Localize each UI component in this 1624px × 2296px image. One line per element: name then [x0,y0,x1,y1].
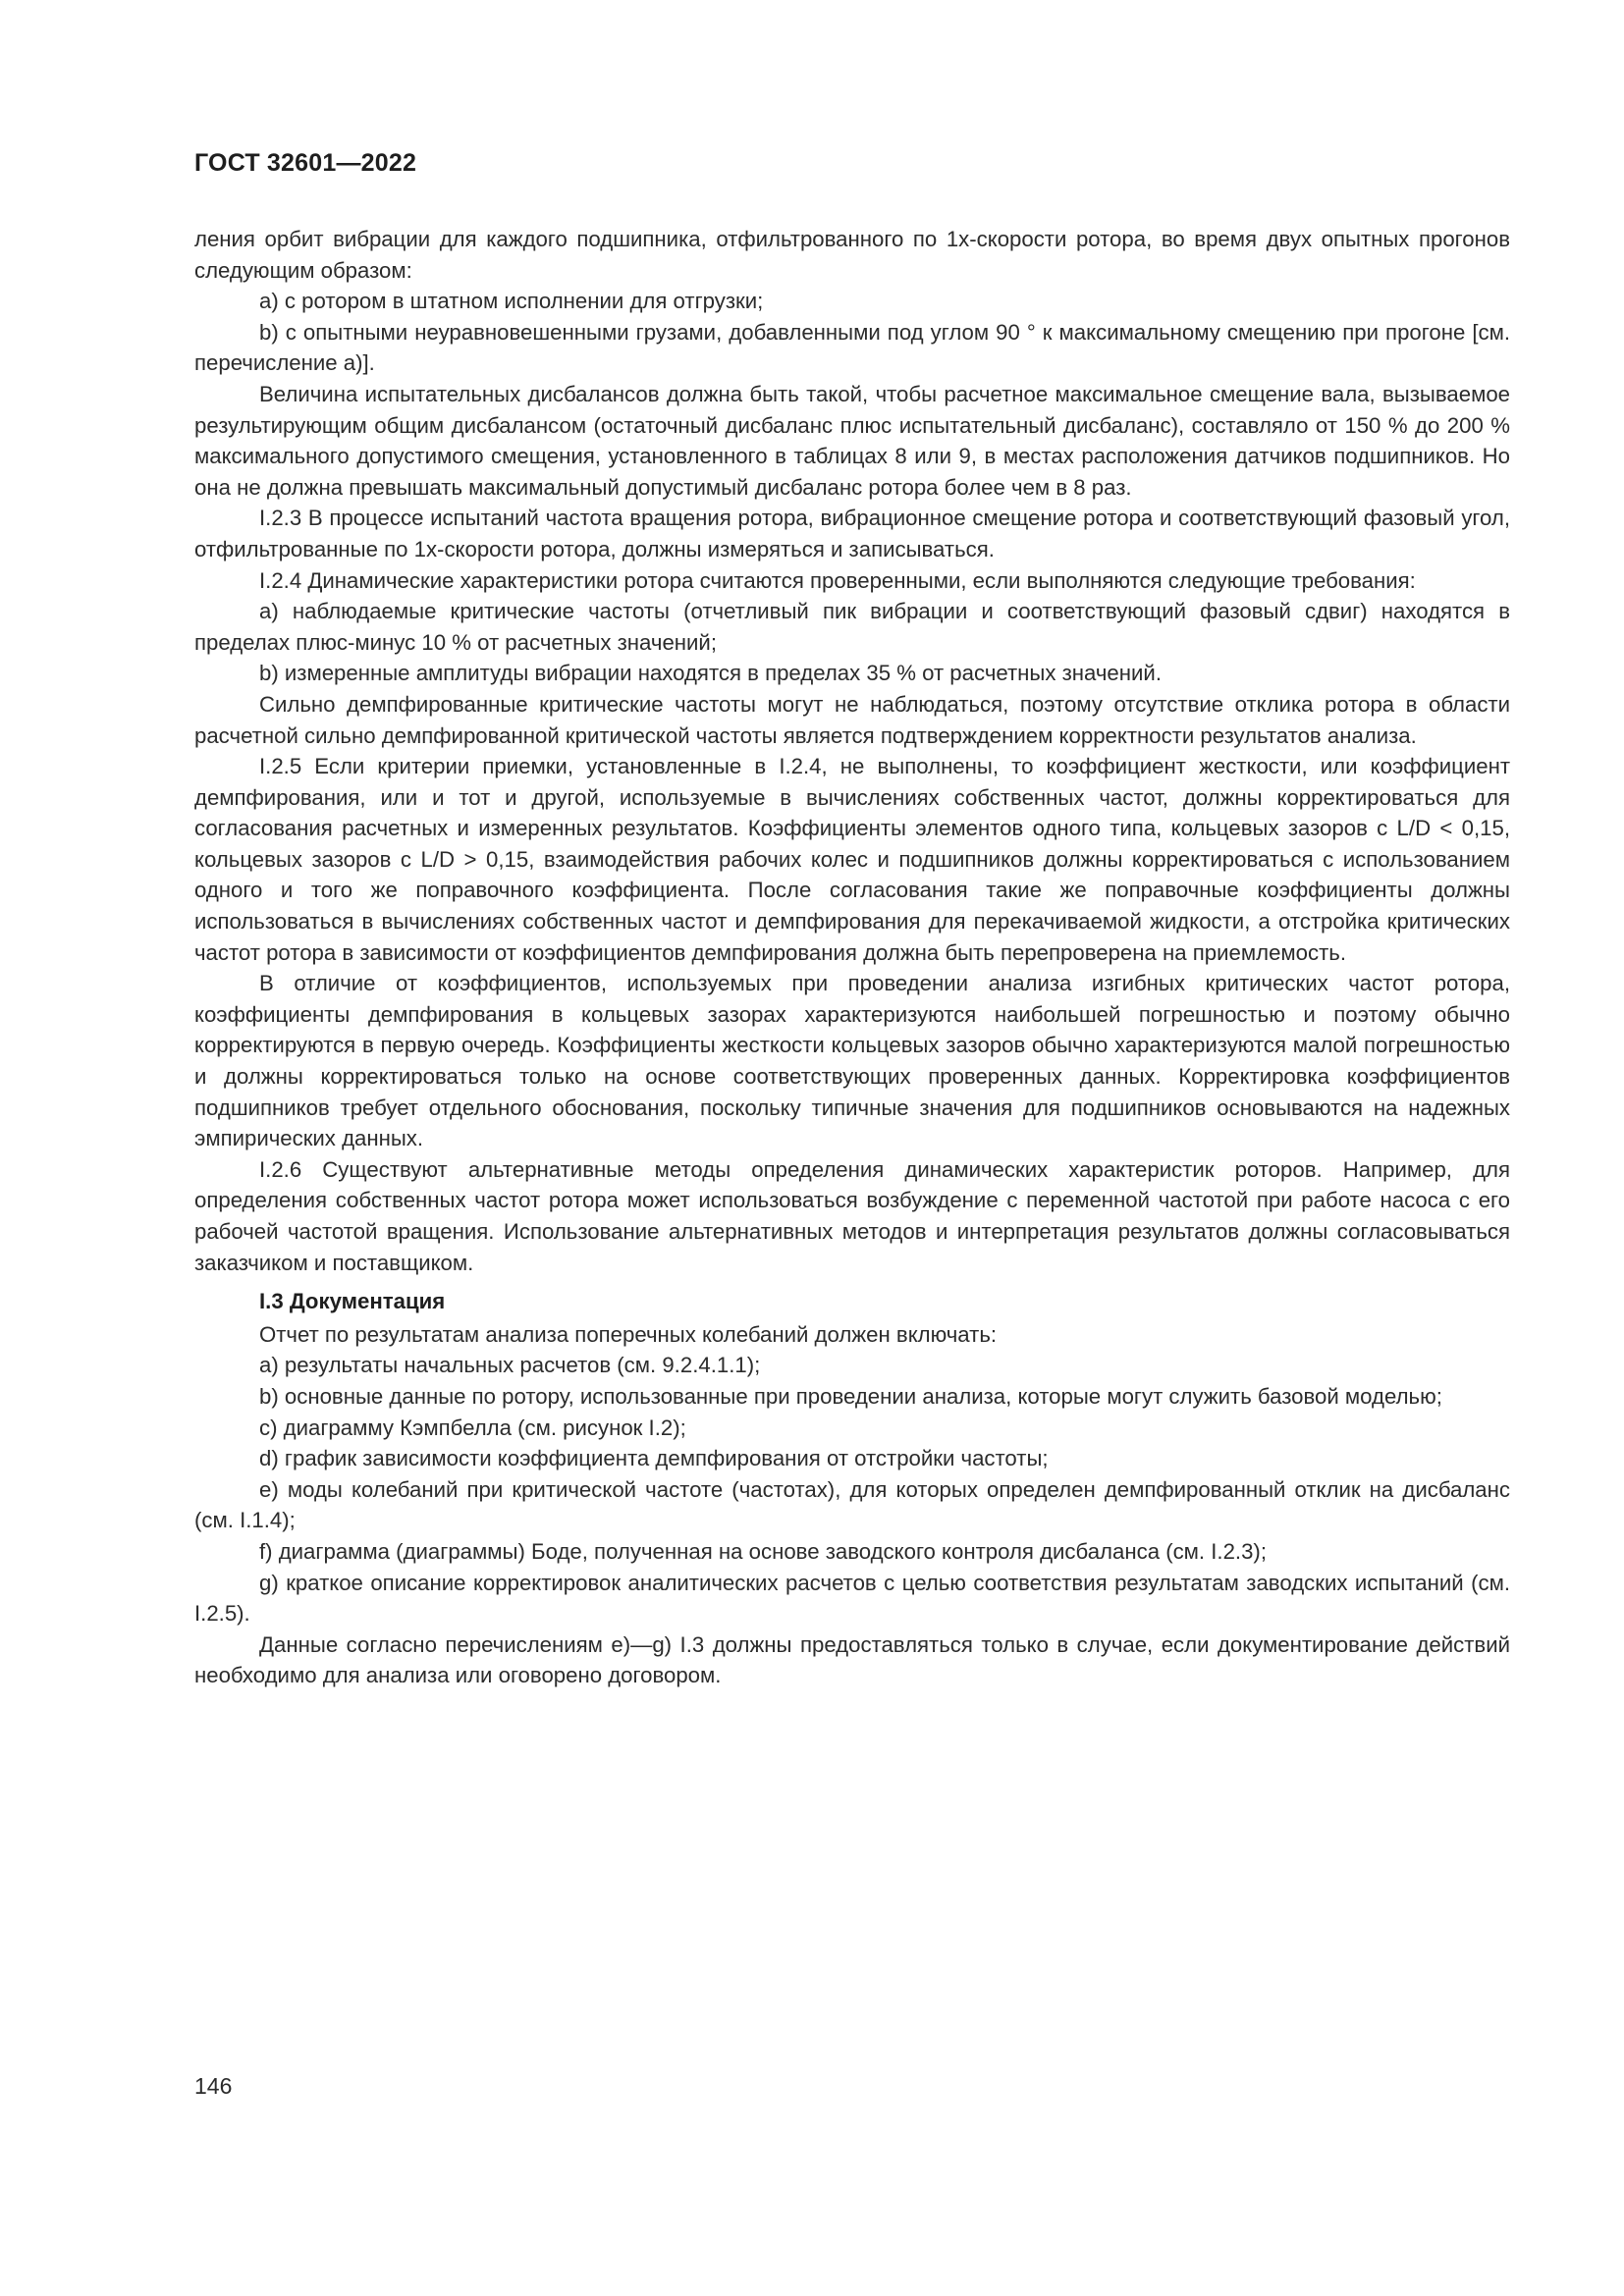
clause-i-2-5: I.2.5 Если критерии приемки, установленные в I.2.4, не выполнены, то коэффициент жесткости, или коэффициент демпфирования, или и тот и другой, используемые в вычислениях собственных частот, должны корректироваться для согласования расчетных и измеренных результатов. Коэффициенты элементов одного типа, кольцевых зазоров с L/D < 0,15, кольцевых зазоров с L/D > 0,15, взаимодействия рабочих колес и подшипников должны корректироваться с использованием одного и того же поправочного коэффициента. После согласования такие же поправочные коэффициенты должны использоваться в вычислениях собственных частот и демпфирования для перекачиваемой жидкости, а отстройка критических частот ротора в зависимости от коэффициентов демпфирования должна быть перепроверена на приемлемость. [194,754,1510,965]
paragraph-coefficients: В отличие от коэффициентов, используемых при проведении анализа изгибных критических частот ротора, коэффициенты демпфирования в кольцевых зазорах характеризуются наибольшей погрешностью и поэтому обычно корректируются в первую очередь. Коэффициенты жесткости кольцевых зазоров обычно характеризуются малой погрешностью и должны корректироваться только на основе соответствующих проверенных данных. Корректировка коэффициентов подшипников требует отдельного обоснования, поскольку типичные значения для подшипников основываются на надежных эмпирических данных. [194,971,1510,1151]
clause-i-2-4: I.2.4 Динамические характеристики ротора считаются проверенными, если выполняются следующие требования: [259,567,1416,593]
list-item-a: a) наблюдаемые критические частоты (отчетливый пик вибрации и соответствующий фазовый сдвиг) находятся в пределах плюс-минус 10 % от расчетных значений; [194,599,1510,655]
documentation-intro: Отчет по результатам анализа поперечных колебаний должен включать: [259,1321,998,1347]
list-item-b: b) с опытными неуравновешенными грузами, добавленными под углом 90 ° к максимальному смещению при прогоне [см. перечисление a)]. [194,319,1510,376]
documentation-item-f: f) диаграмма (диаграммы) Боде, полученная на основе заводского контроля дисбаланса (см. I.2.3); [259,1538,1267,1564]
documentation-item-b: b) основные данные по ротору, использованные при проведении анализа, которые могут служить базовой моделью; [259,1383,1442,1409]
documentation-item-a: a) результаты начальных расчетов (см. 9.2.4.1.1); [259,1353,761,1378]
page-number: 146 [194,2073,233,2099]
documentation-note: Данные согласно перечислениям e)—g) I.3 должны предоставляться только в случае, если документирование действий необходимо для анализа или оговорено договором. [194,1631,1510,1688]
section-heading-documentation: I.3 Документация [259,1289,446,1314]
documentation-item-e: e) моды колебаний при критической частоте (частотах), для которых определен демпфированный отклик на дисбаланс (см. I.1.4); [194,1476,1510,1533]
list-item-a: a) с ротором в штатном исполнении для отгрузки; [259,289,764,314]
paragraph-continuation: ления орбит вибрации для каждого подшипника, отфильтрованного по 1x-скорости ротора, во время двух опытных прогонов следующим образом: [194,227,1510,283]
document-body [194,224,1510,1691]
document-number-header: ГОСТ 32601—2022 [194,149,417,177]
documentation-item-c: c) диаграмму Кэмпбелла (см. рисунок I.2); [259,1415,686,1440]
documentation-item-g: g) краткое описание корректировок аналитических расчетов с целью соответствия результатам заводских испытаний (см. I.2.5). [194,1570,1510,1627]
clause-i-2-3: I.2.3 В процессе испытаний частота вращения ротора, вибрационное смещение ротора и соответствующий фазовый угол, отфильтрованные по 1x-скорости ротора, должны измеряться и записываться. [194,506,1510,561]
list-item-b: b) измеренные амплитуды вибрации находятся в пределах 35 % от расчетных значений. [259,661,1162,686]
documentation-item-d: d) график зависимости коэффициента демпфирования от отстройки частоты; [259,1446,1049,1471]
clause-i-2-6: I.2.6 Существуют альтернативные методы определения динамических характеристик роторов. Например, для определения собственных частот ротора может использоваться возбуждение с переменной частотой при работе насоса с его рабочей частотой вращения. Использование альтернативных методов и интерпретация результатов должны согласовываться заказчиком и поставщиком. [194,1156,1510,1275]
paragraph-test-unbalance: Величина испытательных дисбалансов должна быть такой, чтобы расчетное максимальное смещение вала, вызываемое результирующим общим дисбалансом (остаточный дисбаланс плюс испытательный дисбаланс), составляло от 150 % до 200 % максимального допустимого смещения, установленного в таблицах 8 или 9, в местах расположения датчиков подшипников. Но она не должна превышать максимальный допустимый дисбаланс ротора более чем в 8 раз. [194,381,1510,500]
paragraph-damped-critical: Сильно демпфированные критические частоты могут не наблюдаться, поэтому отсутствие отклика ротора в области расчетной сильно демпфированной критической частоты является подтверждением корректности результатов анализа. [194,691,1510,748]
